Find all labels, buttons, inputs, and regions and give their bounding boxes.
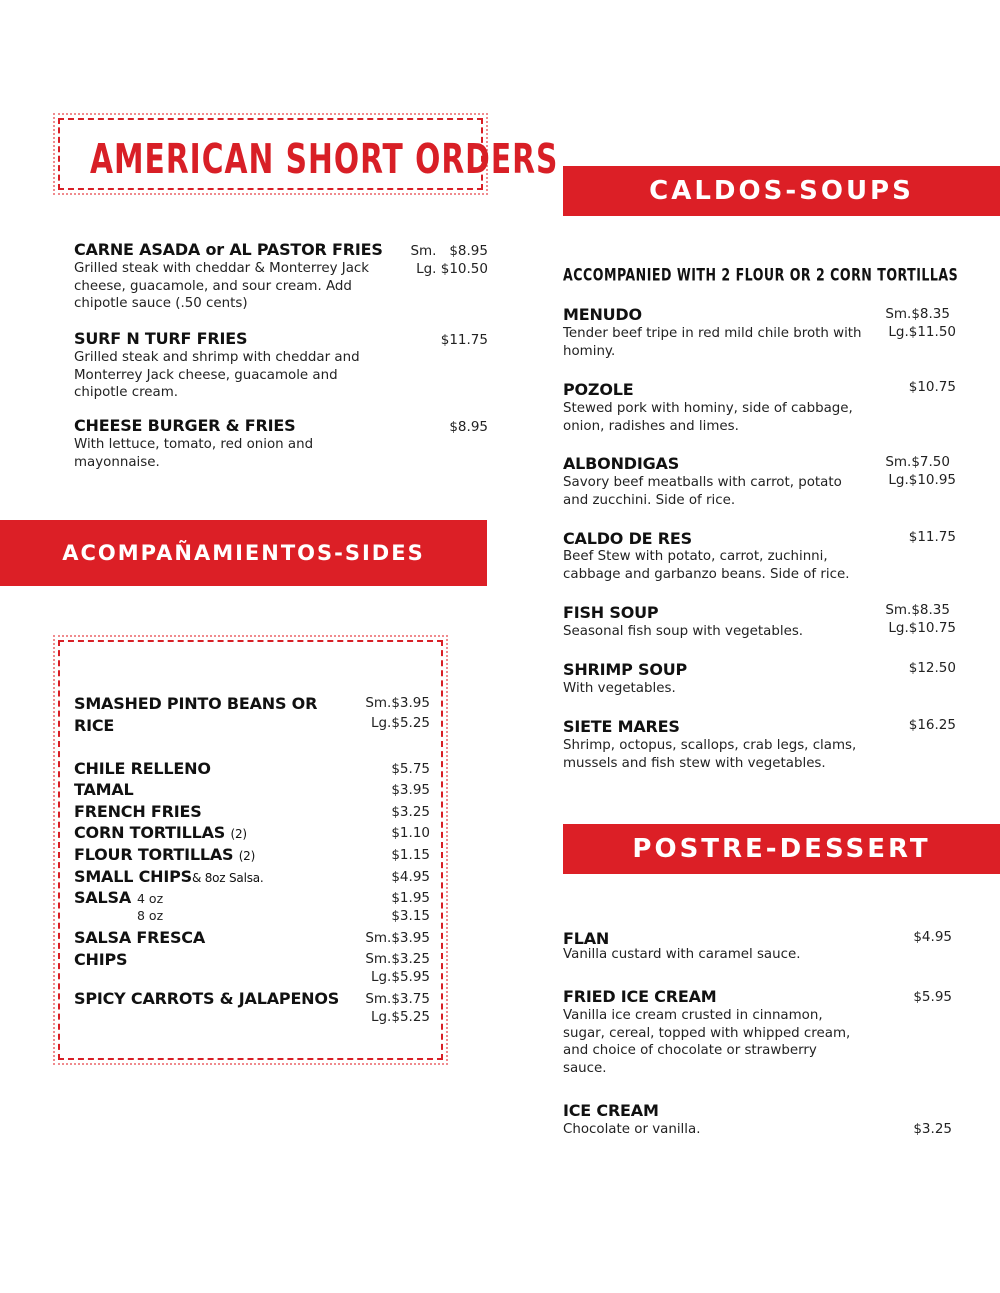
- desc-cheese-burger-fries: With lettuce, tomato, red onion and mayonnaise.: [74, 437, 314, 470]
- desc-pozole: Stewed pork with hominy, side of cabbage, onion, radishes and limes.: [563, 401, 853, 434]
- side-salsa-4oz: 4 oz: [137, 891, 164, 906]
- price-chile-relleno: $5.75: [391, 761, 430, 777]
- side-spicy-carrots: SPICY CARROTS & JALAPENOS: [74, 989, 340, 1008]
- side-chile-relleno: CHILE RELLENO: [74, 759, 211, 778]
- soup-caldo-de-res: CALDO DE RES: [563, 529, 692, 548]
- desc-surf-n-turf-fries: Grilled steak and shrimp with cheddar and Monterrey Jack cheese, guacamole and chipotle cream.: [74, 350, 360, 400]
- side-flour-tortillas-name: FLOUR TORTILLAS: [74, 845, 234, 864]
- side-tamal: TAMAL: [74, 780, 134, 799]
- desc-menudo: Tender beef tripe in red mild chile broth with hominy.: [563, 326, 862, 359]
- price-carne-asada-sm: Sm. $8.95: [410, 243, 488, 259]
- desc-albondigas: Savory beef meatballs with carrot, potato and zucchini. Side of rice.: [563, 475, 842, 508]
- price-fried-ice-cream: $5.95: [913, 989, 952, 1005]
- price-albondigas-sm: Sm.$7.50: [885, 454, 950, 470]
- price-shrimp: $12.50: [908, 660, 956, 676]
- side-corn-tortillas-note: (2): [230, 827, 247, 841]
- dessert-ice-cream: ICE CREAM: [563, 1101, 659, 1120]
- price-ice-cream: $3.25: [913, 1121, 952, 1137]
- soup-siete-mares: SIETE MARES: [563, 717, 680, 736]
- side-salsa-fresca: SALSA FRESCA: [74, 928, 206, 947]
- dessert-flan: FLAN: [563, 929, 610, 948]
- desc-caldo-de-res: Beef Stew with potato, carrot, zuchinni, cabbage and garbanzo beans. Side of rice.: [563, 549, 850, 582]
- desc-shrimp: With vegetables.: [563, 681, 676, 696]
- side-salsa-8oz: 8 oz: [137, 908, 164, 923]
- price-flan: $4.95: [913, 929, 952, 945]
- soup-shrimp: SHRIMP SOUP: [563, 660, 688, 679]
- desc-fried-ice-cream: Vanilla ice cream crusted in cinnamon, sugar, cereal, topped with whipped cream, and choice of chocolate or strawberry sauce.: [563, 1008, 851, 1076]
- price-surf-n-turf: $11.75: [440, 332, 488, 348]
- side-chips: CHIPS: [74, 950, 128, 969]
- item-carne-asada-fries: CARNE ASADA or AL PASTOR FRIES: [74, 240, 383, 259]
- price-beans-sm: Sm.$3.95: [365, 695, 430, 711]
- price-beans-lg: Lg.$5.25: [370, 715, 430, 731]
- price-carne-asada-lg: Lg. $10.50: [416, 261, 488, 277]
- price-french-fries: $3.25: [391, 804, 430, 820]
- side-small-chips-name: SMALL CHIPS: [74, 867, 192, 886]
- desc-fish: Seasonal fish soup with vegetables.: [563, 624, 804, 639]
- desc-carne-asada-fries: Grilled steak with cheddar & Monterrey Jack cheese, guacamole, and sour cream. Add chipotle sauce (.50 cents): [74, 261, 370, 311]
- soup-fish: FISH SOUP: [563, 603, 659, 622]
- desc-ice-cream: Chocolate or vanilla.: [563, 1122, 701, 1137]
- price-caldo-de-res: $11.75: [908, 529, 956, 545]
- price-menudo-sm: Sm.$8.35: [885, 306, 950, 322]
- price-chips-lg: Lg.$5.95: [370, 969, 430, 985]
- sides-banner: ACOMPAÑAMIENTOS-SIDES: [0, 520, 487, 586]
- price-flour-tortillas: $1.15: [391, 847, 430, 863]
- side-corn-tortillas: [74, 823, 247, 842]
- price-albondigas-lg: Lg.$10.95: [888, 472, 956, 488]
- american-title: AMERICAN SHORT ORDERS: [90, 134, 559, 183]
- price-salsa-4oz: $1.95: [391, 890, 430, 906]
- desc-siete-mares: Shrimp, octopus, scallops, crab legs, clams, mussels and fish stew with vegetables.: [563, 738, 857, 771]
- item-cheese-burger-fries: CHEESE BURGER & FRIES: [74, 416, 296, 435]
- price-fish-lg: Lg.$10.75: [888, 620, 956, 636]
- price-tamal: $3.95: [391, 782, 430, 798]
- dessert-fried-ice-cream: FRIED ICE CREAM: [563, 987, 717, 1006]
- price-siete-mares: $16.25: [908, 717, 956, 733]
- side-smashed-beans: SMASHED PINTO BEANS OR: [74, 694, 318, 713]
- soup-pozole: POZOLE: [563, 380, 634, 399]
- price-spicy-carrots-lg: Lg.$5.25: [370, 1009, 430, 1025]
- price-small-chips: $4.95: [391, 869, 430, 885]
- price-cheese-burger: $8.95: [449, 419, 488, 435]
- side-small-chips: [74, 867, 264, 886]
- price-corn-tortillas: $1.10: [391, 825, 430, 841]
- dessert-banner: POSTRE-DESSERT: [563, 824, 1000, 874]
- soup-menudo: MENUDO: [563, 305, 642, 324]
- price-pozole: $10.75: [908, 379, 956, 395]
- side-corn-tortillas-name: CORN TORTILLAS: [74, 823, 226, 842]
- item-surf-n-turf-fries: SURF N TURF FRIES: [74, 329, 248, 348]
- side-french-fries: FRENCH FRIES: [74, 802, 202, 821]
- price-fish-sm: Sm.$8.35: [885, 602, 950, 618]
- side-flour-tortillas-note: (2): [238, 849, 256, 863]
- desc-flan: Vanilla custard with caramel sauce.: [563, 947, 801, 962]
- price-menudo-lg: Lg.$11.50: [888, 324, 956, 340]
- soups-subhead: ACCOMPANIED WITH 2 FLOUR OR 2 CORN TORTILLAS: [563, 266, 959, 286]
- side-flour-tortillas: [74, 845, 255, 864]
- soups-banner: CALDOS-SOUPS: [563, 166, 1000, 216]
- price-salsa-fresca: Sm.$3.95: [365, 930, 430, 946]
- side-rice: RICE: [74, 716, 115, 735]
- price-spicy-carrots-sm: Sm.$3.75: [365, 991, 430, 1007]
- side-salsa: SALSA: [74, 888, 132, 907]
- price-salsa-8oz: $3.15: [391, 908, 430, 924]
- soup-albondigas: ALBONDIGAS: [563, 454, 680, 473]
- price-chips-sm: Sm.$3.25: [365, 951, 430, 967]
- side-small-chips-note: & 8oz Salsa.: [191, 871, 264, 885]
